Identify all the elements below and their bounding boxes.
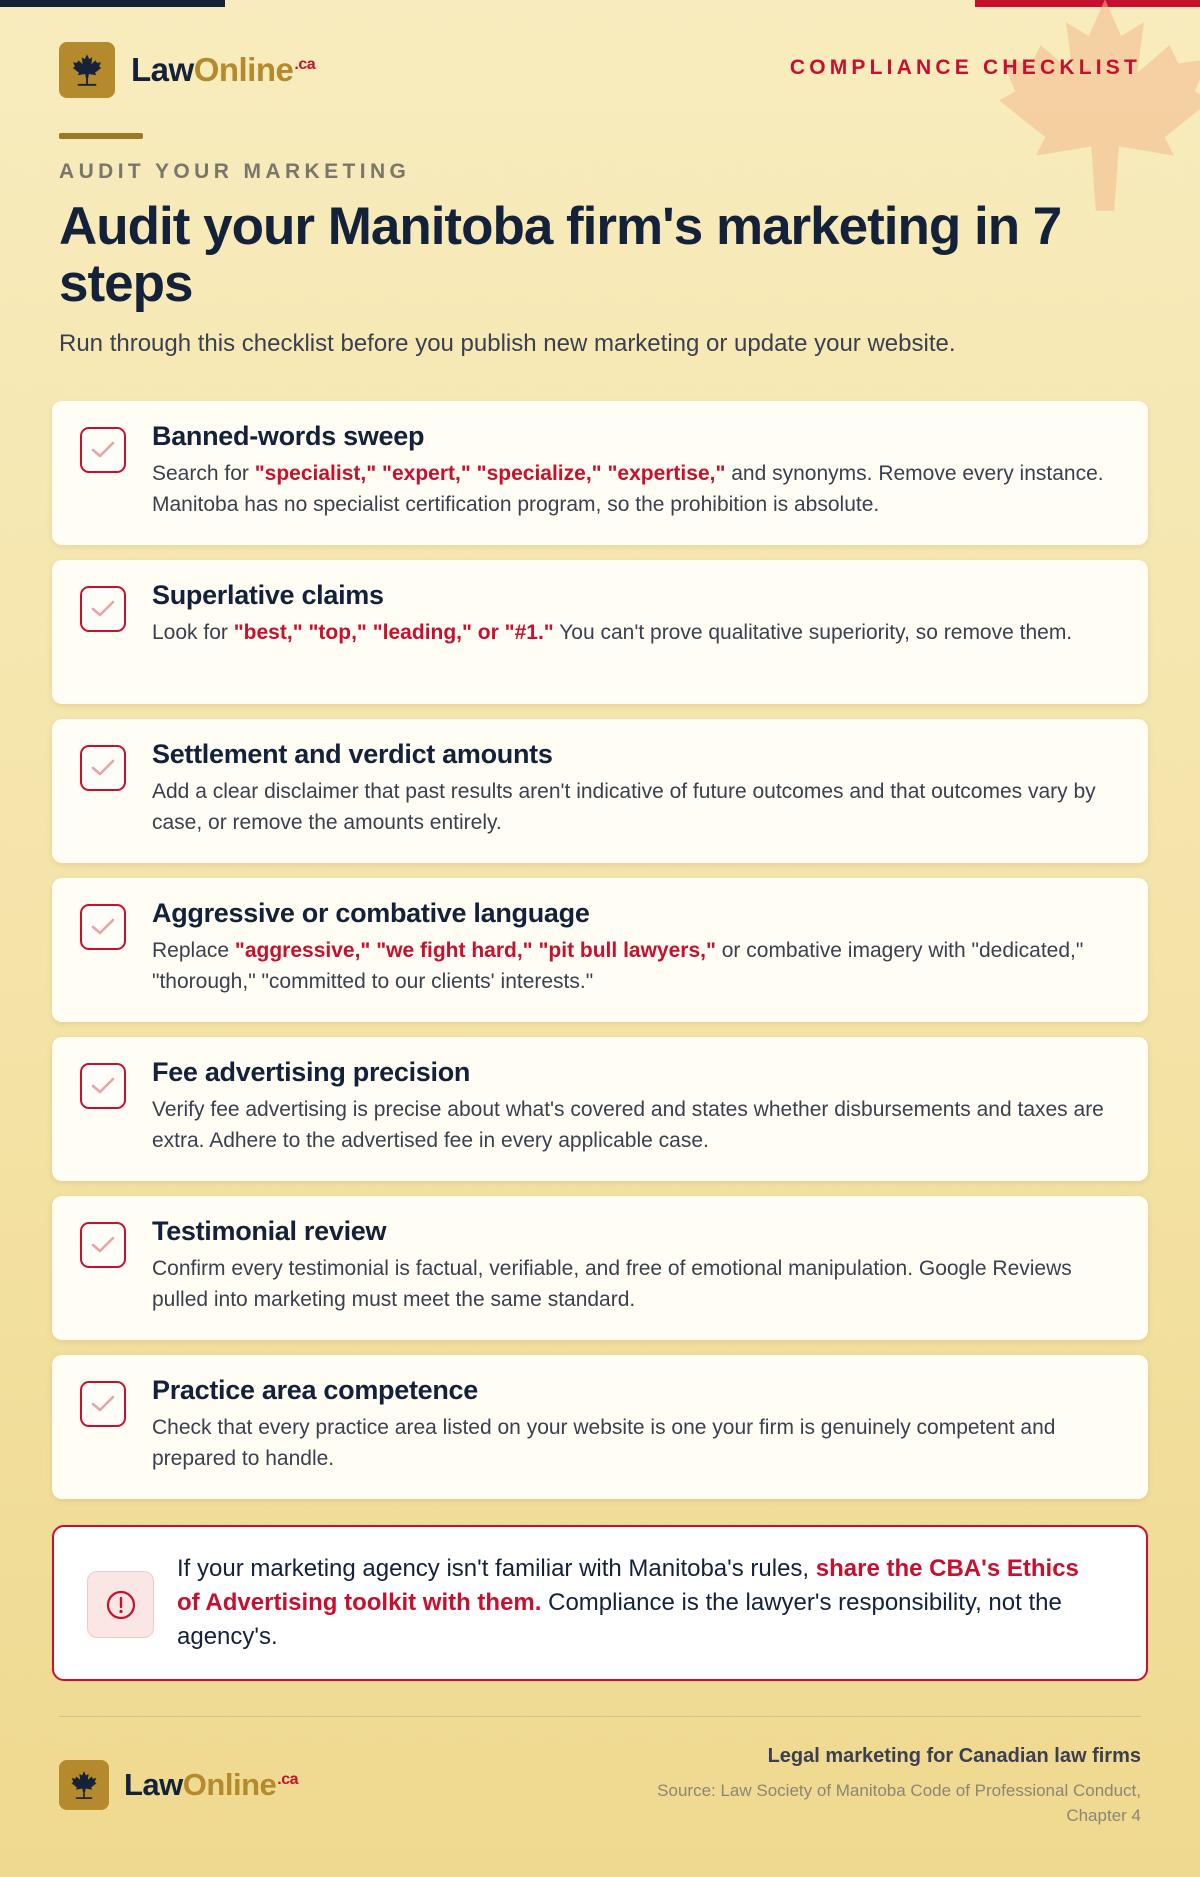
checklist-item-title: Practice area competence [152, 1375, 478, 1405]
brand-name-part1: Law [131, 51, 194, 88]
check-icon [91, 918, 115, 936]
accent-rule [59, 133, 143, 139]
checklist-item [52, 719, 1148, 863]
check-icon [91, 600, 115, 618]
body-text: Check that every practice area listed on your website is one your firm is genuinely competent and prepared to handle. [152, 1416, 1056, 1470]
check-icon [91, 1236, 115, 1254]
checklist-item-title: Aggressive or combative language [152, 898, 590, 928]
check-icon [91, 1077, 115, 1095]
body-text: and synonyms. Remove every instance. Manitoba has no specialist certification program, so the prohibition is absolute. [152, 462, 1104, 516]
top-accent-bar-navy [0, 0, 225, 7]
body-text: Look for [152, 621, 234, 644]
body-text: Verify fee advertising is precise about what's covered and states whether disbursements and taxes are extra. Adhere to the advertised fee in every applicable case. [152, 1098, 1104, 1152]
highlighted-terms: "aggressive," "we fight hard," "pit bull lawyers," [234, 939, 716, 962]
maple-leaf-icon [71, 53, 103, 87]
checklist-item-title: Testimonial review [152, 1216, 387, 1246]
checkbox[interactable] [80, 745, 126, 791]
checklist-item-title: Superlative claims [152, 580, 384, 610]
check-icon [91, 441, 115, 459]
body-text: Replace [152, 939, 235, 962]
footer-divider [59, 1716, 1141, 1717]
brand-name [124, 1767, 298, 1803]
highlighted-terms: "best," "top," "leading," or "#1." [233, 621, 554, 644]
agency-callout [52, 1525, 1148, 1681]
checklist-item-body [152, 935, 1108, 997]
brand-tld: .ca [277, 1770, 298, 1788]
checklist-item-body [152, 1253, 1108, 1315]
footer-info [621, 1745, 1141, 1828]
maple-leaf-icon [70, 1770, 98, 1800]
brand-logo[interactable] [59, 42, 315, 98]
checkbox[interactable] [80, 1222, 126, 1268]
checklist-item [52, 878, 1148, 1022]
checkbox[interactable] [80, 427, 126, 473]
checklist-item [52, 1196, 1148, 1340]
logo-badge [59, 42, 115, 98]
page-subtitle: Run through this checklist before you publish new marketing or update your website. [59, 330, 956, 357]
body-text: You can't prove qualitative superiority, so remove them. [553, 621, 1073, 644]
logo-badge [59, 1760, 109, 1810]
checklist-item [52, 560, 1148, 704]
body-text: or combative imagery with "dedicated," "thorough," "committed to our clients' interests." [152, 939, 1084, 993]
brand-tld: .ca [294, 56, 316, 73]
checklist-item-body [152, 617, 1108, 648]
callout-text-before: If your marketing agency isn't familiar with Manitoba's rules, [177, 1555, 816, 1582]
alert-circle-icon [105, 1589, 137, 1621]
checklist-item [52, 1037, 1148, 1181]
check-icon [91, 759, 115, 777]
checklist-item-body [152, 1412, 1108, 1474]
check-icon [91, 1395, 115, 1413]
body-text: Confirm every testimonial is factual, verifiable, and free of emotional manipulation. Google Reviews pulled into marketing must meet the same standard. [152, 1257, 1072, 1311]
header [59, 42, 1141, 98]
checklist-item-body [152, 1094, 1108, 1156]
checkbox[interactable] [80, 586, 126, 632]
callout-text [177, 1552, 1106, 1654]
checklist-item-title: Fee advertising precision [152, 1057, 471, 1087]
body-text: Search for [152, 462, 255, 485]
alert-badge [87, 1571, 154, 1638]
checklist-item-body [152, 458, 1108, 520]
checkbox[interactable] [80, 904, 126, 950]
header-tag: COMPLIANCE CHECKLIST [789, 56, 1141, 79]
page-title: Audit your Manitoba firm's marketing in 7 steps [59, 197, 1062, 313]
brand-name-part2: Online [182, 1767, 277, 1802]
checklist [52, 401, 1148, 1514]
checklist-item-title: Banned-words sweep [152, 421, 425, 451]
checkbox[interactable] [80, 1381, 126, 1427]
body-text: Add a clear disclaimer that past results aren't indicative of future outcomes and that outcomes vary by case, or remove the amounts entirely. [152, 780, 1096, 834]
highlighted-terms: "specialist," "expert," "specialize," "expertise," [254, 462, 726, 485]
footer-brand-logo[interactable] [59, 1760, 298, 1810]
footer-source: Source: Law Society of Manitoba Code of Professional Conduct, Chapter 4 [657, 1781, 1141, 1825]
footer-tagline: Legal marketing for Canadian law firms [767, 1745, 1141, 1767]
brand-name-part1: Law [124, 1767, 183, 1802]
checklist-item [52, 401, 1148, 545]
callout-text-after: Compliance is the lawyer's responsibility, not the agency's. [177, 1589, 1062, 1650]
checkbox[interactable] [80, 1063, 126, 1109]
brand-name-part2: Online [193, 51, 294, 88]
eyebrow: AUDIT YOUR MARKETING [59, 160, 411, 183]
checklist-item [52, 1355, 1148, 1499]
maple-leaf-watermark-icon [990, 0, 1200, 220]
callout-highlight: share the CBA's Ethics of Advertising toolkit with them. [177, 1555, 1079, 1616]
checklist-item-body [152, 776, 1108, 838]
brand-name [131, 51, 315, 89]
checklist-item-title: Settlement and verdict amounts [152, 739, 553, 769]
